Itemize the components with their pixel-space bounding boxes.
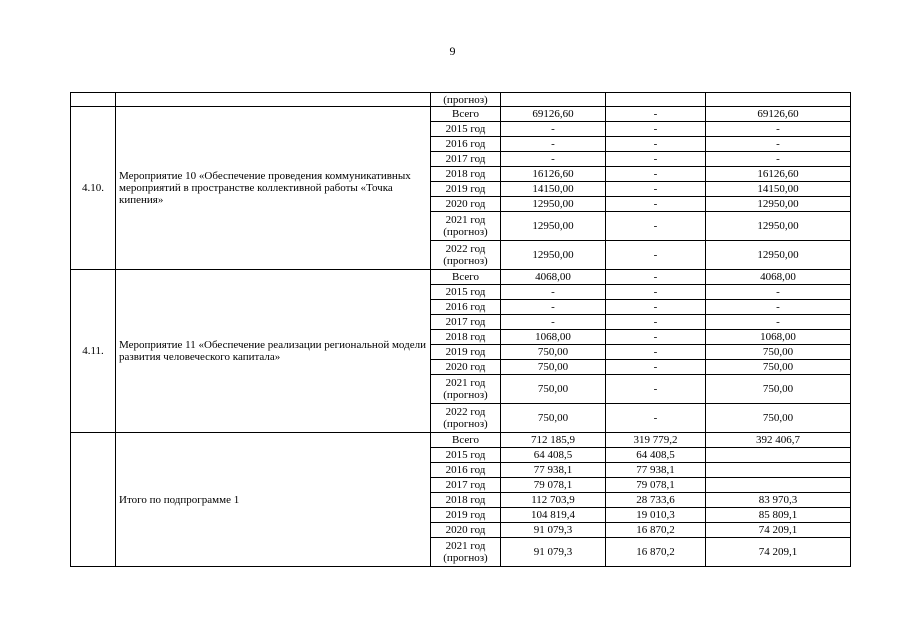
year-cell: 2016 год: [431, 137, 501, 152]
federal-cell: -: [606, 241, 706, 270]
total-cell: 12950,00: [501, 241, 606, 270]
section-name: Мероприятие 10 «Обеспечение проведения коммуникативных мероприятий в пространстве коллективной работы «Точка кипения»: [116, 107, 431, 270]
total-cell: 1068,00: [501, 330, 606, 345]
table-row: [71, 270, 851, 285]
table-row: [71, 433, 851, 448]
section-name: Мероприятие 11 «Обеспечение реализации региональной модели развития человеческого капитала»: [116, 270, 431, 433]
year-cell: 2019 год: [431, 508, 501, 523]
federal-cell: 319 779,2: [606, 433, 706, 448]
year-cell: Всего: [431, 433, 501, 448]
total-cell: 104 819,4: [501, 508, 606, 523]
federal-cell: [606, 93, 706, 107]
regional-cell: -: [706, 285, 851, 300]
regional-cell: 750,00: [706, 345, 851, 360]
total-cell: 750,00: [501, 404, 606, 433]
federal-cell: 77 938,1: [606, 463, 706, 478]
regional-cell: 16126,60: [706, 167, 851, 182]
year-cell: 2021 год (прогноз): [431, 538, 501, 567]
year-cell: 2018 год: [431, 167, 501, 182]
federal-cell: -: [606, 152, 706, 167]
number-cell: [71, 93, 116, 107]
year-cell: 2018 год: [431, 330, 501, 345]
year-cell: 2017 год: [431, 478, 501, 493]
regional-cell: 392 406,7: [706, 433, 851, 448]
federal-cell: -: [606, 330, 706, 345]
total-cell: 750,00: [501, 360, 606, 375]
regional-cell: -: [706, 122, 851, 137]
total-cell: 77 938,1: [501, 463, 606, 478]
federal-cell: -: [606, 300, 706, 315]
regional-cell: 750,00: [706, 360, 851, 375]
year-cell: Всего: [431, 270, 501, 285]
federal-cell: 16 870,2: [606, 523, 706, 538]
federal-cell: 28 733,6: [606, 493, 706, 508]
federal-cell: -: [606, 360, 706, 375]
federal-cell: 79 078,1: [606, 478, 706, 493]
total-cell: 712 185,9: [501, 433, 606, 448]
year-cell: 2022 год (прогноз): [431, 241, 501, 270]
federal-cell: -: [606, 345, 706, 360]
total-cell: 12950,00: [501, 212, 606, 241]
year-cell: 2018 год: [431, 493, 501, 508]
regional-cell: 12950,00: [706, 197, 851, 212]
regional-cell: [706, 478, 851, 493]
federal-cell: -: [606, 137, 706, 152]
federal-cell: 16 870,2: [606, 538, 706, 567]
total-cell: 91 079,3: [501, 538, 606, 567]
federal-cell: -: [606, 107, 706, 122]
total-cell: -: [501, 152, 606, 167]
regional-cell: 14150,00: [706, 182, 851, 197]
federal-cell: -: [606, 197, 706, 212]
total-cell: -: [501, 315, 606, 330]
section-number: 4.10.: [71, 107, 116, 270]
regional-cell: 69126,60: [706, 107, 851, 122]
year-cell: 2021 год (прогноз): [431, 375, 501, 404]
year-cell: Всего: [431, 107, 501, 122]
year-cell: 2021 год (прогноз): [431, 212, 501, 241]
total-cell: 16126,60: [501, 167, 606, 182]
total-cell: [501, 93, 606, 107]
regional-cell: [706, 463, 851, 478]
federal-cell: -: [606, 375, 706, 404]
regional-cell: 4068,00: [706, 270, 851, 285]
total-cell: 69126,60: [501, 107, 606, 122]
year-cell: (прогноз): [431, 93, 501, 107]
name-cell: [116, 93, 431, 107]
total-cell: -: [501, 300, 606, 315]
regional-cell: 74 209,1: [706, 538, 851, 567]
year-cell: 2015 год: [431, 122, 501, 137]
year-cell: 2015 год: [431, 285, 501, 300]
federal-cell: -: [606, 315, 706, 330]
table-row: [71, 93, 851, 107]
federal-cell: -: [606, 182, 706, 197]
total-cell: 79 078,1: [501, 478, 606, 493]
year-cell: 2020 год: [431, 523, 501, 538]
regional-cell: 750,00: [706, 375, 851, 404]
total-cell: 64 408,5: [501, 448, 606, 463]
federal-cell: -: [606, 122, 706, 137]
regional-cell: [706, 448, 851, 463]
section-number: [71, 433, 116, 567]
year-cell: 2017 год: [431, 152, 501, 167]
regional-cell: [706, 93, 851, 107]
section-name: Итого по подпрограмме 1: [116, 433, 431, 567]
year-cell: 2019 год: [431, 182, 501, 197]
total-cell: 750,00: [501, 375, 606, 404]
regional-cell: 85 809,1: [706, 508, 851, 523]
total-cell: -: [501, 137, 606, 152]
year-cell: 2016 год: [431, 300, 501, 315]
year-cell: 2016 год: [431, 463, 501, 478]
budget-table: [70, 92, 851, 567]
section-number: 4.11.: [71, 270, 116, 433]
year-cell: 2015 год: [431, 448, 501, 463]
year-cell: 2020 год: [431, 197, 501, 212]
regional-cell: 74 209,1: [706, 523, 851, 538]
regional-cell: -: [706, 137, 851, 152]
total-cell: 750,00: [501, 345, 606, 360]
federal-cell: -: [606, 404, 706, 433]
federal-cell: -: [606, 167, 706, 182]
regional-cell: 83 970,3: [706, 493, 851, 508]
regional-cell: 1068,00: [706, 330, 851, 345]
federal-cell: -: [606, 270, 706, 285]
federal-cell: -: [606, 285, 706, 300]
total-cell: 14150,00: [501, 182, 606, 197]
regional-cell: -: [706, 300, 851, 315]
table-row: [71, 107, 851, 122]
page-number: 9: [449, 44, 456, 58]
total-cell: 12950,00: [501, 197, 606, 212]
federal-cell: -: [606, 212, 706, 241]
year-cell: 2022 год (прогноз): [431, 404, 501, 433]
total-cell: 91 079,3: [501, 523, 606, 538]
total-cell: 4068,00: [501, 270, 606, 285]
year-cell: 2017 год: [431, 315, 501, 330]
federal-cell: 19 010,3: [606, 508, 706, 523]
regional-cell: -: [706, 315, 851, 330]
regional-cell: 750,00: [706, 404, 851, 433]
total-cell: -: [501, 285, 606, 300]
regional-cell: -: [706, 152, 851, 167]
federal-cell: 64 408,5: [606, 448, 706, 463]
total-cell: -: [501, 122, 606, 137]
year-cell: 2019 год: [431, 345, 501, 360]
regional-cell: 12950,00: [706, 212, 851, 241]
total-cell: 112 703,9: [501, 493, 606, 508]
year-cell: 2020 год: [431, 360, 501, 375]
regional-cell: 12950,00: [706, 241, 851, 270]
